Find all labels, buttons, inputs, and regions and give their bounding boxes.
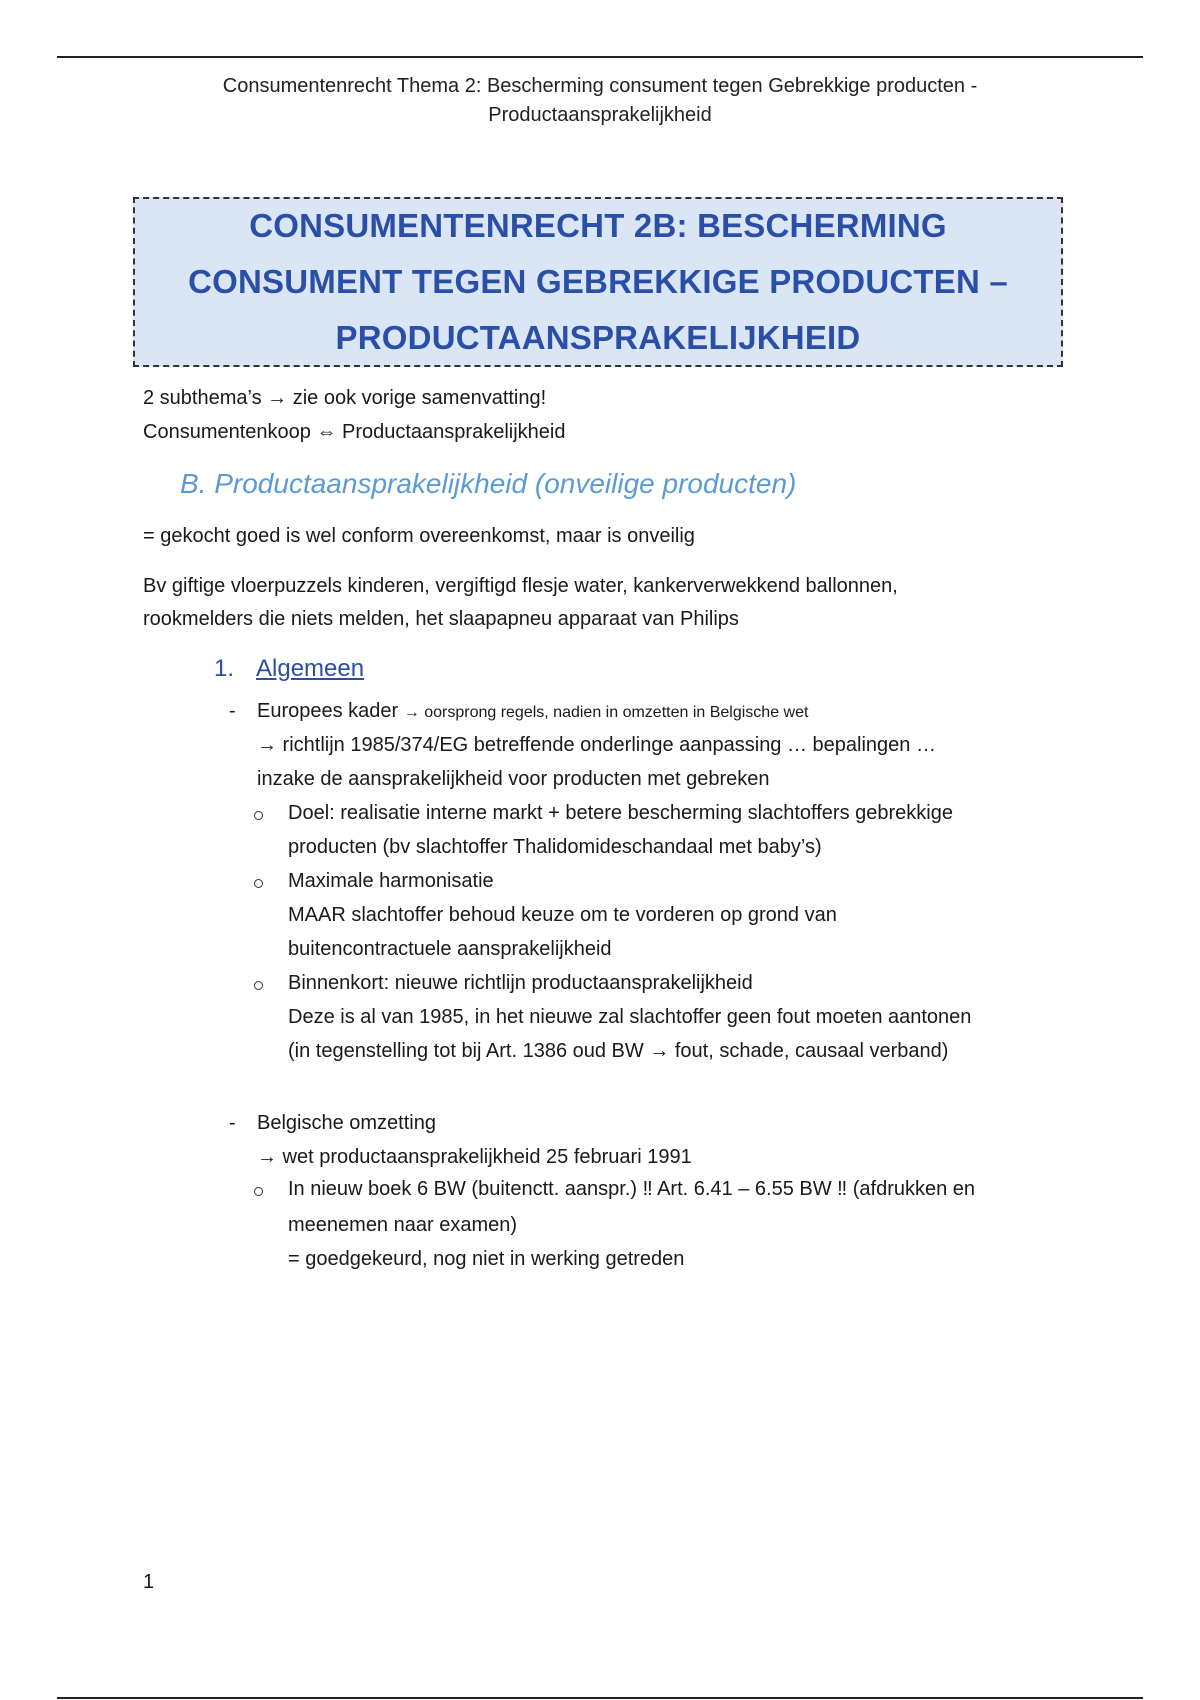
book-line3: = goedgekeurd, nog niet in werking getreden <box>288 1248 685 1270</box>
subsection-number: 1. <box>214 655 235 682</box>
europe-label: Europees kader <box>257 700 399 722</box>
soon-line2: Deze is al van 1985, in het nieuwe zal slachtoffer geen fout moeten aantonen <box>288 1006 972 1028</box>
running-header <box>150 72 1050 130</box>
circle-bullet <box>254 1187 263 1196</box>
goal-line1: Doel: realisatie interne markt + betere bescherming slachtoffers gebrekkige <box>288 802 953 824</box>
subsection-title: Algemeen <box>256 655 365 682</box>
europe-note: → oorsprong regels, nadien in omzetten in Belgische wet <box>403 704 809 721</box>
intro-line1: 2 subthema’s → zie ook vorige samenvatting! <box>143 387 547 409</box>
section-heading-b: B. Productaansprakelijkheid (onveilige producten) <box>180 468 797 499</box>
page-number: 1 <box>143 1571 155 1593</box>
directive-line1: → richtlijn 1985/374/EG betreffende onderlinge aanpassing … bepalingen … <box>257 734 936 756</box>
law-line: → wet productaansprakelijkheid 25 februari 1991 <box>257 1146 692 1168</box>
subsection-heading-algemeen <box>214 655 364 683</box>
dash-bullet: - <box>229 700 236 722</box>
soon-line3: (in tegenstelling tot bij Art. 1386 oud BW → fout, schade, causaal verband) <box>288 1040 949 1062</box>
title-line3: PRODUCTAANSPRAKELIJKHEID <box>335 319 861 356</box>
circle-bullet <box>254 811 263 820</box>
goal-line2: producten (bv slachtoffer Thalidomideschandaal met baby’s) <box>288 836 822 858</box>
title-box <box>133 197 1063 367</box>
harm-line1: Maximale harmonisatie <box>288 870 494 892</box>
title-line1: CONSUMENTENRECHT 2B: BESCHERMING <box>249 207 947 244</box>
running-header-line2: Productaansprakelijkheid <box>488 104 712 126</box>
circle-bullet <box>254 879 263 888</box>
harm-line3: buitencontractuele aansprakelijkheid <box>288 938 612 960</box>
directive-line2: inzake de aansprakelijkheid voor producten met gebreken <box>257 768 770 790</box>
page-title <box>188 198 1008 366</box>
example-line2: rookmelders die niets melden, het slaapapneu apparaat van Philips <box>143 608 739 630</box>
dash-bullet: - <box>229 1112 236 1134</box>
footer-rule <box>57 1697 1143 1699</box>
circle-bullet <box>254 981 263 990</box>
intro-line2: Consumentenkoop ⇔ Productaansprakelijkheid <box>143 421 566 443</box>
harm-line2: MAAR slachtoffer behoud keuze om te vorderen op grond van <box>288 904 837 926</box>
header-rule <box>57 56 1143 58</box>
definition-text: = gekocht goed is wel conform overeenkomst, maar is onveilig <box>143 525 695 547</box>
soon-line1: Binnenkort: nieuwe richtlijn productaansprakelijkheid <box>288 972 753 994</box>
book-line1: In nieuw boek 6 BW (buitenctt. aanspr.) ‼ Art. 6.41 – 6.55 BW ‼ (afdrukken en <box>288 1178 976 1200</box>
example-line1: Bv giftige vloerpuzzels kinderen, vergiftigd flesje water, kankerverwekkend ballonnen, <box>143 575 898 597</box>
running-header-line1: Consumentenrecht Thema 2: Bescherming consument tegen Gebrekkige producten - <box>222 75 978 97</box>
book-line2: meenemen naar examen) <box>288 1214 518 1236</box>
title-line2: CONSUMENT TEGEN GEBREKKIGE PRODUCTEN – <box>188 263 1008 300</box>
belgian-label: Belgische omzetting <box>257 1112 436 1134</box>
europe-line <box>257 697 808 727</box>
